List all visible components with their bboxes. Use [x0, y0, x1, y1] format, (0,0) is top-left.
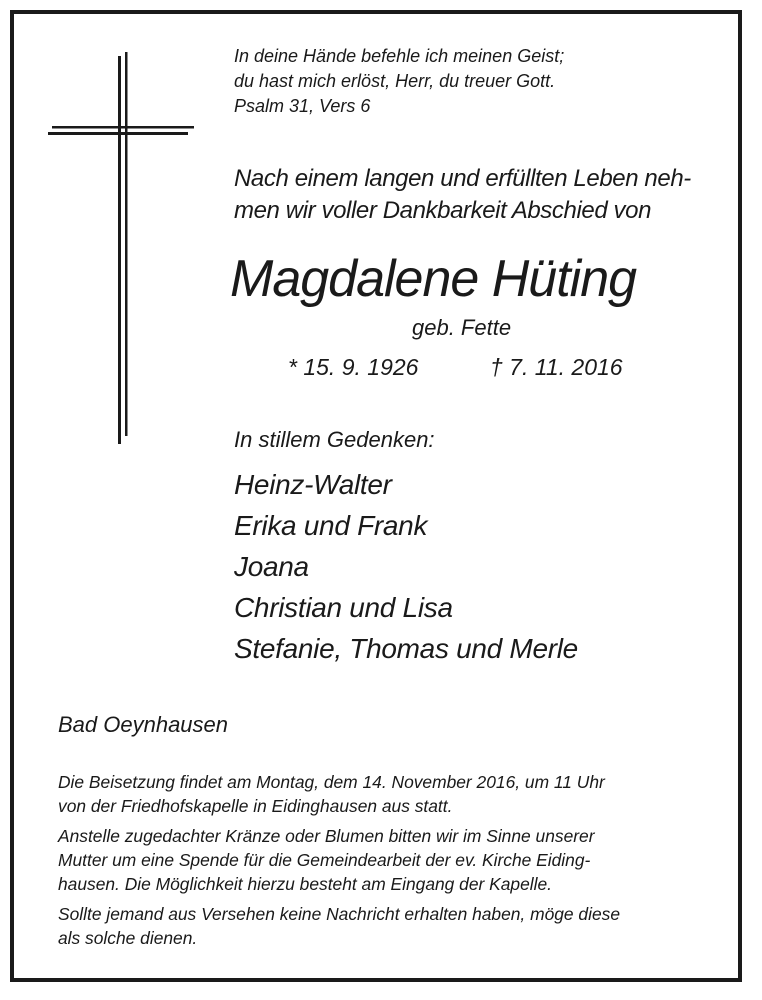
verse-line-2: du hast mich erlöst, Herr, du treuer Gott.	[234, 71, 556, 91]
verse-reference: Psalm 31, Vers 6	[234, 96, 371, 116]
note-line: von der Friedhofskapelle in Eidinghausen aus statt.	[58, 796, 453, 816]
verse-line-1: In deine Hände befehle ich meinen Geist;	[234, 46, 565, 66]
bible-verse	[234, 44, 564, 119]
memoriam-heading: In stillem Gedenken:	[234, 427, 435, 452]
funeral-notes	[58, 770, 703, 956]
note-line: Mutter um eine Spende für die Gemeindearbeit der ev. Kirche Eiding-	[58, 850, 591, 870]
deceased-name: Magdalene Hüting	[230, 250, 637, 308]
note-line: Sollte jemand aus Versehen keine Nachricht erhalten haben, möge diese	[58, 904, 621, 924]
intro-line-2: men wir voller Dankbarkeit Abschied von	[234, 197, 652, 224]
birth-date: * 15. 9. 1926	[288, 354, 419, 380]
mourner: Joana	[234, 551, 309, 582]
note-line: Anstelle zugedachter Kränze oder Blumen bitten wir im Sinne unserer	[58, 826, 595, 846]
note-line: Die Beisetzung findet am Montag, dem 14. November 2016, um 11 Uhr	[58, 772, 605, 792]
mourner: Heinz-Walter	[234, 469, 392, 500]
note-funeral-time	[58, 770, 703, 818]
intro-line-1: Nach einem langen und erfüllten Leben neh-	[234, 165, 691, 192]
death-date: † 7. 11. 2016	[490, 354, 623, 380]
mourner: Erika und Frank	[234, 510, 428, 541]
mourner: Christian und Lisa	[234, 592, 453, 623]
note-notification	[58, 902, 703, 950]
note-line: als solche dienen.	[58, 928, 198, 948]
mourners-list	[234, 464, 578, 669]
mourner: Stefanie, Thomas und Merle	[234, 633, 578, 664]
maiden-name: geb. Fette	[412, 315, 512, 340]
note-line: hausen. Die Möglichkeit hierzu besteht am Eingang der Kapelle.	[58, 874, 552, 894]
note-donation	[58, 824, 703, 896]
place-name: Bad Oeynhausen	[58, 712, 229, 737]
intro-text	[234, 163, 691, 227]
